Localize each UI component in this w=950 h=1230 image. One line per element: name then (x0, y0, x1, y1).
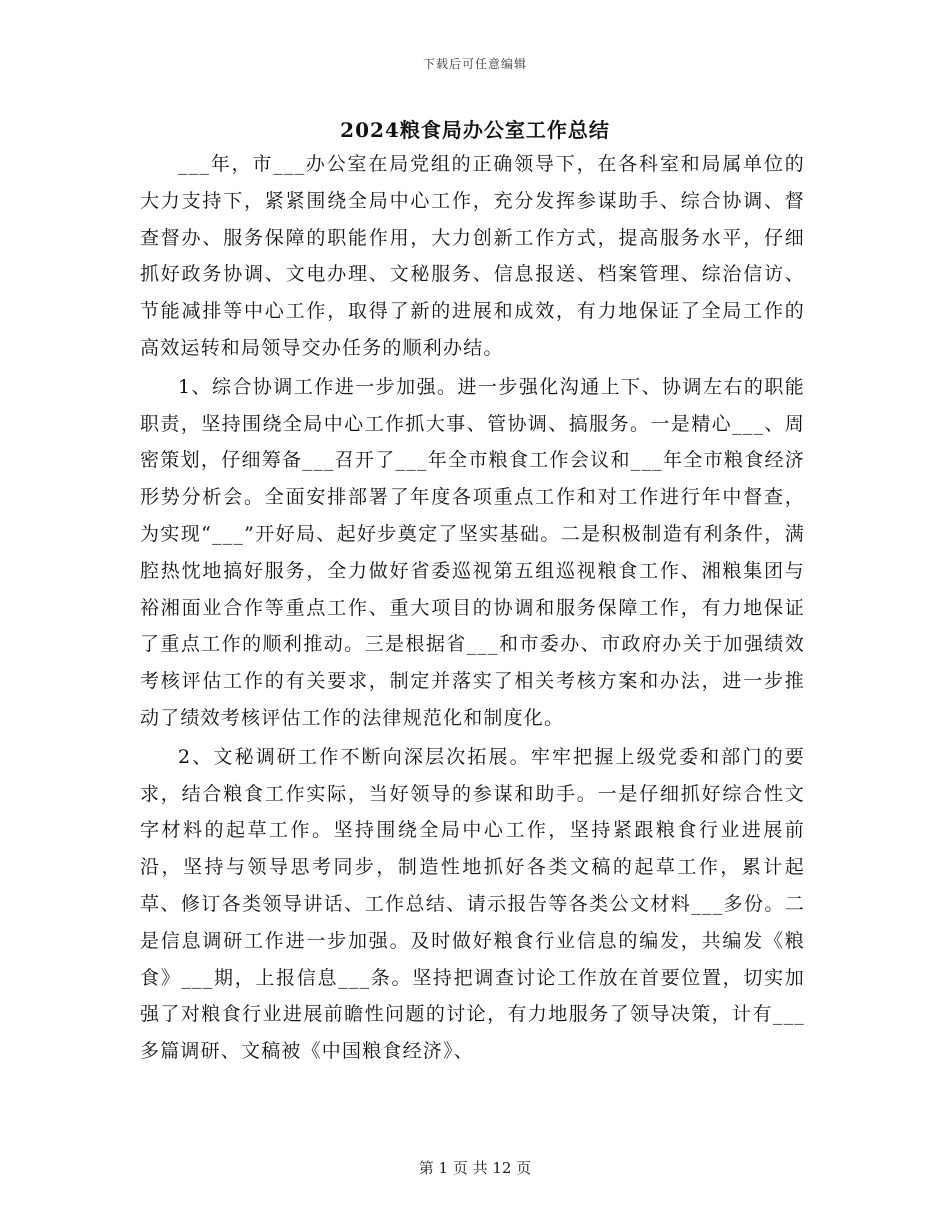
document-title: 2024粮食局办公室工作总结 (340, 118, 610, 142)
paragraph-coordination: 1、综合协调工作进一步加强。进一步强化沟通上下、协调左右的职能职责，坚持围绕全局中心工作抓大事、管协调、搞服务。一是精心___、周密策划，仔细筹备___召开了___年全市粮食工作会议和___年全市粮食经济形势分析会。全面安排部署了年度各项重点工作和对工作进行年中督查，为实现“___”开好局、起好步奠定了坚实基础。二是积极制造有利条件，满腔热忱地搞好服务，全力做好省委巡视第五组巡视粮食工作、湘粮集团与裕湘面业合作等重点工作、重大项目的协调和服务保障工作，有力地保证了重点工作的顺利推动。三是根据省___和市委办、市政府办关于加强绩效考核评估工作的有关要求，制定并落实了相关考核方案和办法，进一步推动了绩效考核评估工作的法律规范化和制度化。 (140, 375, 805, 729)
header-note: 下载后可任意编辑 (422, 57, 527, 71)
document-body (140, 146, 805, 1070)
paragraph-intro: ___年，市___办公室在局党组的正确领导下，在各科室和局属单位的大力支持下，紧紧围绕全局中心工作，充分发挥参谋助手、综合协调、督查督办、服务保障的职能作用，大力创新工作方式，提高服务水平，仔细抓好政务协调、文电办理、文秘服务、信息报送、档案管理、综治信访、节能减排等中心工作，取得了新的进展和成效，有力地保证了全局工作的高效运转和局领导交办任务的顺利办结。 (140, 153, 805, 359)
page-footer: 第 1 页 共 12 页 (418, 1159, 532, 1177)
paragraph-secretarial: 2、文秘调研工作不断向深层次拓展。牢牢把握上级党委和部门的要求，结合粮食工作实际，当好领导的参谋和助手。一是仔细抓好综合性文字材料的起草工作。坚持围绕全局中心工作，坚持紧跟粮食行业进展前沿，坚持与领导思考同步，制造性地抓好各类文稿的起草工作，累计起草、修订各类领导讲话、工作总结、请示报告等各类公文材料___多份。二是信息调研工作进一步加强。及时做好粮食行业信息的编发，共编发《粮食》___期，上报信息___条。坚持把调查讨论工作放在首要位置，切实加强了对粮食行业进展前瞻性问题的讨论，有力地服务了领导决策，计有___多篇调研、文稿被《中国粮食经济》、 (140, 745, 805, 1063)
